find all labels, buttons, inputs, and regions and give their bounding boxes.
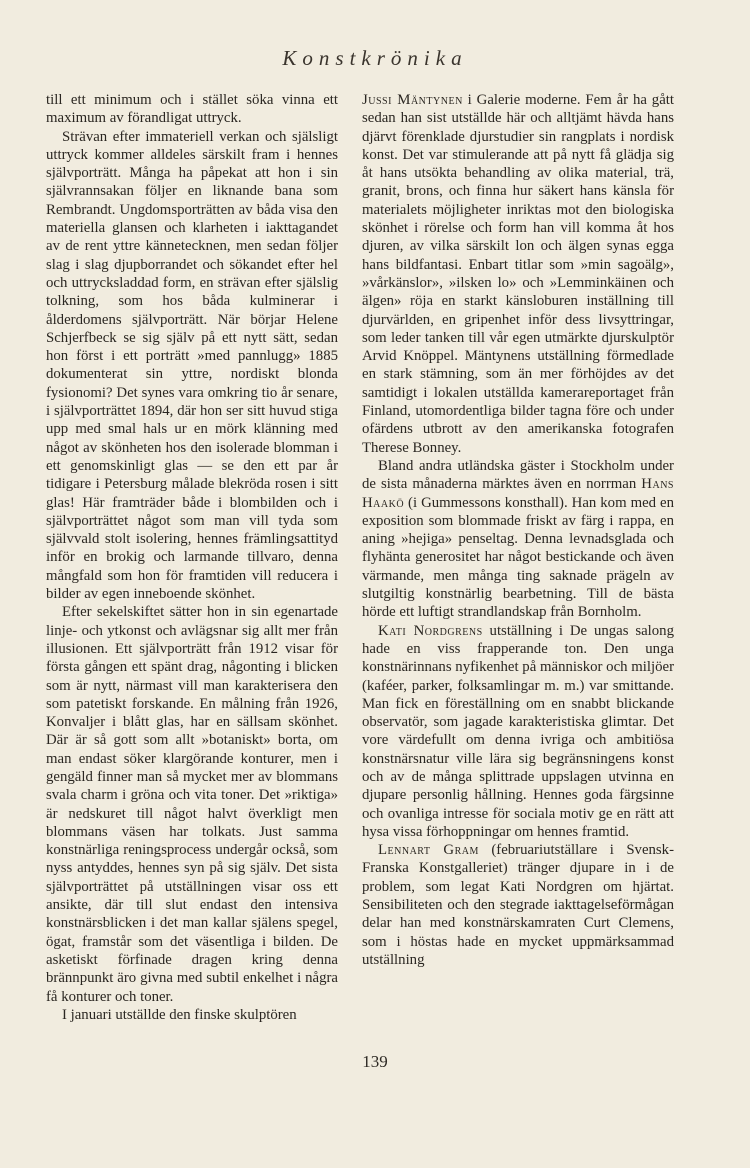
right-paragraph-4-text: (februariutställare i Svensk-Franska Konstgalleriet) tränger djupare in i de problem, som legat Kati Nordgren om hjärtat. Sensibiliteten och den stegrade iakttagelseförmågan delar han med konstnärskamraten Curt Clemens, som i höstas hade en mycket uppmärksammad utställning <box>362 842 674 968</box>
artist-name-nordgren: Kati Nordgrens <box>378 622 483 639</box>
right-paragraph-1 <box>362 91 674 457</box>
right-column <box>362 91 674 969</box>
right-paragraph-3 <box>362 622 674 842</box>
right-paragraph-2-text: (i Gummessons konsthall). Han kom med en exposition som blommade friskt av färg i rappa, en aning »hejiga» penseltag. Denna levnadsglada och flyhänta generositet har något bestickande och även värmande, men många ting saknade prägeln av slutgiltig konstnärlig bearbetning. Till de bästa hörde ett luftigt strandlandskap från Bornholm. <box>362 494 674 621</box>
right-paragraph-4 <box>362 841 674 969</box>
artist-name-gram: Lennart Gram <box>378 842 479 859</box>
page-number: 139 <box>362 1052 388 1071</box>
left-column <box>46 91 338 1024</box>
right-paragraph-2 <box>362 457 674 622</box>
right-paragraph-3-text: utställning i De ungas salong hade en viss frapperande ton. Den unga konstnärinnans nyfikenhet på människor och miljöer (kaféer, parker, folksamlingar m. m.) var smittande. Man fick en föreställning om en snabbt blickande observatör, som jagade karakteristiska glimtar. Det vore värdefullt om denna ivriga och ambitiösa konstnärsnatur ville lära sig begränsningens konst och av de många splittrade uppslagen utvinna en djupare personlig hållning. Hennes goda färgsinne och ovanliga intresse för sociala motiv ge en rätt att hysa vissa förhoppningar om hennes framtid. <box>362 622 674 840</box>
running-head: Konstkrönika <box>282 46 468 70</box>
right-paragraph-2-lead: Bland andra utländska gäster i Stockholm under de sista månaderna märktes även en norrman <box>362 457 674 493</box>
left-paragraph-2: Strävan efter immateriell verkan och själsligt uttryck kommer alldeles särskilt fram i hennes självporträtt. Många ha påpekat att hon i sin självrannsakan följer en liknande bana som Rembrandt. Ungdomsporträtten av båda visa den materiella glansen och klarheten i iakttagandet av de rent yttre kännetecknen, men sedan följer slag i slag djupborrandet och sökandet efter hel och uttrycksladdad form, en strävan efter själslig tolkning, som hos båda kulminerar i ålderdomens självporträtt. När börjar Helene Schjerfbeck se sig själv på ett nytt sätt, sedan hon först i ett porträtt »med pannlugg» 1885 dokumenterat sin yttre, nordiskt blonda fysionomi? Det synes vara omkring tio år senare, i självporträttet 1894, där hon ser sitt huvud stiga upp med smal hals ur en mörk klänning med något av skönheten hos den isolerade blomman i ett genomskinligt glas — se den ett par år tidigare i Petersburg målade blekröda rosen i sitt glas! Här framträder både i blombilden och i självporträttet något som man vill tyda som självvald stolt isolering, hennes främlingsattityd inför en brokig och larmande tillvaro, denna mångfald som hon för framtiden vill reducera i bilder av egen inneboende skönhet. <box>46 128 338 603</box>
artist-name-haako: Hans Haakö <box>362 476 674 511</box>
right-paragraph-1-text: i Galerie moderne. Fem år ha gått sedan han sist utställde här och alltjämt hävda hans djärvt förenklade djurstudier sin rangplats i nordisk konst. Det var stimulerande att på nytt få glädja sig åt hans utsökta behandling av olika material, trä, granit, brons, och finna hur säkert hans känsla för materialets möjligheter inriktas mot den biologiska skönhet i rörelse och form han vill komma åt hos djuren, av vilka särskilt lon och älgen synas egga hans bildfantasi. Enbart titlar som »min sagoälg», »vårkänslor», »ilsken lo» och »Lemminkäinen och älgen» röja en starkt känsloburen inställning till djurvärlden, en gripenhet inför dess livsyttringar, som leder tanken till vår egen utmärkte djurskulptör Arvid Knöppel. Mäntynens utställning förmedlade en stark stämning, som än mer förhöjdes av det samtidigt i lokalen utställda kamerareportaget från Finland, utomordentliga bilder tagna före och under ofärdens utbrott av den amerikanska fotografen Therese Bonney. <box>362 92 674 456</box>
left-paragraph-1: till ett minimum och i stället söka vinna ett maximum av förandligat uttryck. <box>46 92 338 127</box>
artist-name-mantynen: Jussi Mäntynen <box>362 92 463 108</box>
left-paragraph-3: Efter sekelskiftet sätter hon in sin egenartade linje- och ytkonst och avlägsnar sig allt mer från illusionen. Ett självporträtt från 1912 visar för första gången ett spänt drag, någonting i blicken som är nytt, närmast vill man karakterisera den som patetiskt forskande. En målning från 1926, Konvaljer i blått glas, har en sällsam skönhet. Där är så gott som allt »botaniskt» borta, om man endast söker klargörande konturer, men i gengäld finner man så mycket mer av blommans svala charm i gröna och vita toner. Det »riktiga» är nedskuret till något halvt överkligt men blommans väsen har tolkats. Just samma konstnärliga reningsprocess undergår också, som nyss antyddes, hennes syn på sig själv. Det sista självporträttet på utställningen visar oss ett ansikte, där till slut endast den intensiva konstnärsblicken i det man kallar själens spegel, ögat, framstår som det väsentliga i bilden. De asketiskt förfinade dragen kring denna brännpunkt äro givna med subtil enkelhet i några få konturer och toner. <box>46 604 338 1005</box>
left-paragraph-4: I januari utställde den finske skulptören <box>62 1006 297 1023</box>
